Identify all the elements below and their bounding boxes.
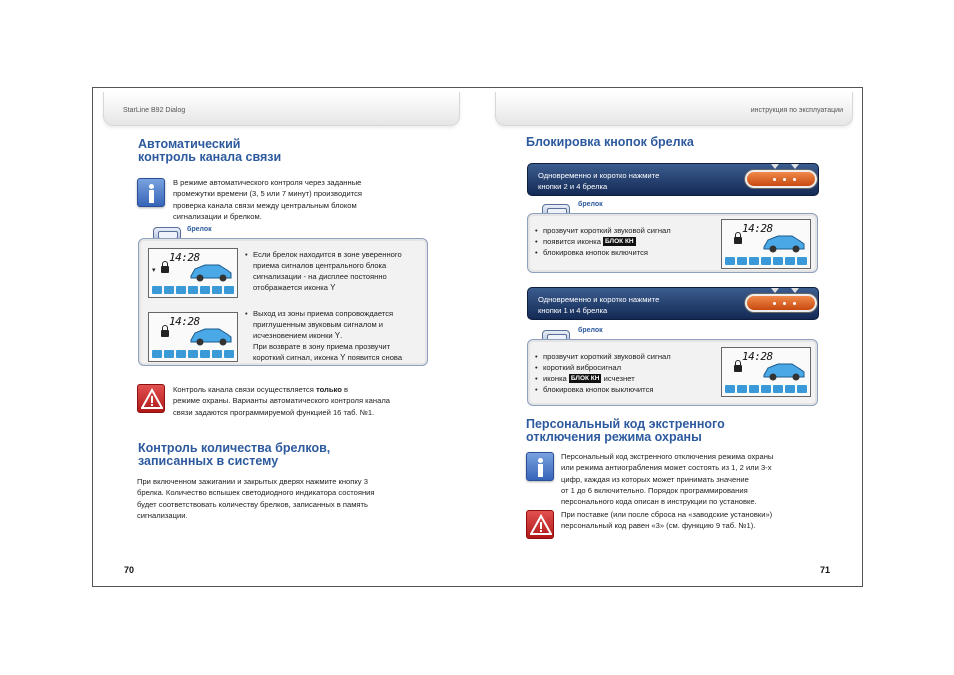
- emergency-code-description: Персональный код экстренного отключения режима охраны или режима антиограбления может состоять из 1, 2 или 3-х цифр, каждая из которых может принимать значение от 1 до 6 включительно. Порядок программирования персонального кода описан в инструкции по установке.: [561, 452, 774, 507]
- list-item: • короткий вибросигнал: [535, 363, 715, 374]
- fob-label: брелок: [187, 226, 212, 233]
- info-icon: [137, 178, 165, 207]
- list-item: • прозвучит короткий звуковой сигнал: [535, 226, 715, 237]
- in-range-bullet: • Если брелок находится в зоне уверенного приема сигналов центрального блока сигнализации - на дисплее постоянно отображается иконка Y: [245, 250, 425, 294]
- lock-icon: [161, 330, 169, 337]
- fob-label: брелок: [578, 201, 603, 208]
- unlock-result-panel: [527, 339, 818, 406]
- unlock-result-list: [535, 352, 715, 396]
- manual-spread: [92, 87, 863, 587]
- antenna-icon: Y: [330, 282, 336, 292]
- lcd-status-icons: [725, 257, 807, 265]
- lcd-display-locked: [721, 219, 811, 269]
- list-item: • блокировка кнопок включится: [535, 248, 715, 259]
- lcd-time: 14:28: [742, 222, 773, 235]
- lock-icon: [734, 365, 742, 372]
- lcd-status-icons: [152, 350, 234, 358]
- lock-icon: [734, 237, 742, 244]
- fob-label: брелок: [578, 327, 603, 334]
- channel-control-warning: Контроль канала связи осуществляется только в режиме охраны. Варианты автоматического контроля канала связи задаются программируемой функцией 16 таб. №1.: [173, 385, 390, 417]
- fob-buttons-icon: [745, 170, 817, 188]
- car-icon: [189, 322, 233, 348]
- emergency-code-heading: Персональный код экстренного отключения режима охраны: [526, 417, 725, 444]
- page-number-left: 70: [124, 565, 135, 575]
- page-number-right: 71: [820, 565, 831, 575]
- lock-icon: [161, 266, 169, 273]
- lcd-status-icons: [725, 385, 807, 393]
- lcd-time: 14:28: [742, 350, 773, 363]
- instruction-bar-unlock: Одновременно и коротко нажмите кнопки 1 и 4 брелка: [527, 287, 819, 320]
- factory-code-warning: При поставке (или после сброса на «заводские установки») персональный код равен «3» (см. функцию 9 таб. №1).: [561, 510, 773, 531]
- car-icon: [189, 258, 233, 284]
- lcd-display-out-of-range: [148, 312, 238, 362]
- warning-icon: [137, 384, 165, 413]
- antenna-icon: ▾: [152, 267, 156, 274]
- header-title: StarLine B92 Dialog: [123, 107, 186, 114]
- instruction-bar-lock: Одновременно и коротко нажмите кнопки 2 и 4 брелка: [527, 163, 819, 196]
- fob-buttons-icon: [745, 294, 817, 312]
- list-item: • блокировка кнопок выключится: [535, 385, 715, 396]
- lcd-display-unlocked: [721, 347, 811, 397]
- out-of-range-bullet: • Выход из зоны приема сопровождается приглушенным звуковым сигналом и исчезновением иконки Y. При возврате в зону приема прозвучит короткий сигнал, иконка Y появится снова: [245, 309, 427, 364]
- list-item: • прозвучит короткий звуковой сигнал: [535, 352, 715, 363]
- right-page-header: [495, 92, 853, 126]
- auto-channel-control-heading: Автоматический контроль канала связи: [138, 137, 282, 164]
- lock-result-list: [535, 226, 715, 259]
- auto-control-description: В режиме автоматического контроля через заданные промежутки времени (3, 5 или 7 минут) производится проверка канала связи между центральным блоком сигнализации и брелком.: [173, 178, 362, 221]
- lcd-time: 14:28: [169, 315, 200, 328]
- lcd-status-icons: [152, 286, 234, 294]
- button-lock-badge: БЛОК КН: [570, 375, 600, 383]
- warning-icon: [526, 510, 554, 539]
- header-subtitle: инструкция по эксплуатации: [750, 107, 843, 114]
- lock-result-panel: [527, 213, 818, 273]
- list-item: • появится иконка БЛОК КН: [535, 237, 715, 248]
- lcd-time: 14:28: [169, 251, 200, 264]
- antenna-icon: Y: [334, 330, 341, 340]
- fob-count-heading: Контроль количества брелков, записанных в систему: [138, 441, 331, 468]
- antenna-icon: Y: [340, 352, 346, 362]
- fob-count-description: При включенном зажигании и закрытых дверях нажмите кнопку 3 брелка. Количество вспышек светодиодного индикатора состояния будет соответствовать количеству брелков, записанных в память сигнализации.: [137, 477, 375, 520]
- car-icon: [762, 357, 806, 383]
- left-page-header: [103, 92, 460, 126]
- car-icon: [762, 229, 806, 255]
- list-item: • иконка БЛОК КН исчезнет: [535, 374, 715, 385]
- button-lock-badge: БЛОК КН: [605, 238, 634, 246]
- button-lock-heading: Блокировка кнопок брелка: [526, 135, 694, 149]
- info-icon: [526, 452, 554, 481]
- lcd-display-in-range: [148, 248, 238, 298]
- fob-display-panel: [138, 238, 428, 366]
